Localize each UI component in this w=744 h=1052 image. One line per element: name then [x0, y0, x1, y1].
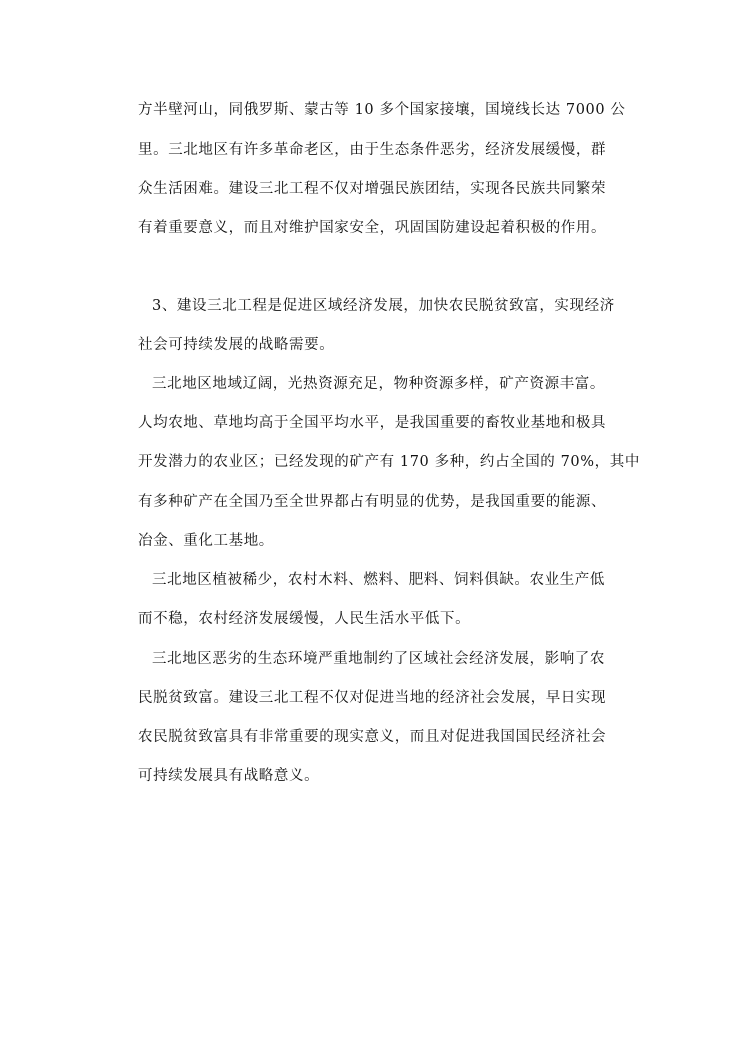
paragraph-3-line-3: 开发潜力的农业区；已经发现的矿产有 170 多种，约占全国的 70%，其中 [138, 454, 640, 470]
paragraph-2-line-1: 3、建设三北工程是促进区域经济发展，加快农民脱贫致富，实现经济 [152, 298, 615, 314]
paragraph-5-line-1: 三北地区恶劣的生态环境严重地制约了区域社会经济发展，影响了农 [152, 651, 605, 667]
paragraph-5-line-3: 农民脱贫致富具有非常重要的现实意义，而且对促进我国国民经济社会 [138, 729, 607, 745]
paragraph-1-line-3: 众生活困难。建设三北工程不仅对增强民族团结，实现各民族共同繁荣 [138, 181, 607, 197]
paragraph-1-line-1: 方半壁河山，同俄罗斯、蒙古等 10 多个国家接壤，国境线长达 7000 公 [138, 102, 626, 118]
paragraph-3-line-1: 三北地区地域辽阔，光热资源充足，物种资源多样，矿产资源丰富。 [152, 376, 605, 392]
paragraph-3-line-2: 人均农地、草地均高于全国平均水平，是我国重要的畜牧业基地和极具 [138, 415, 607, 431]
paragraph-3-line-4: 有多种矿产在全国乃至全世界都占有明显的优势，是我国重要的能源、 [138, 494, 607, 510]
paragraph-1-line-4: 有着重要意义，而且对维护国家安全，巩固国防建设起着积极的作用。 [138, 220, 607, 236]
paragraph-1-line-2: 里。三北地区有许多革命老区，由于生态条件恶劣，经济发展缓慢，群 [138, 142, 607, 158]
paragraph-4-line-2: 而不稳，农村经济发展缓慢，人民生活水平低下。 [138, 611, 471, 627]
paragraph-5-line-4: 可持续发展具有战略意义。 [138, 768, 320, 784]
paragraph-4-line-1: 三北地区植被稀少，农村木料、燃料、肥料、饲料俱缺。农业生产低 [152, 572, 605, 588]
paragraph-3-line-5: 冶金、重化工基地。 [138, 533, 274, 549]
paragraph-2-line-2: 社会可持续发展的战略需要。 [138, 337, 335, 353]
paragraph-5-line-2: 民脱贫致富。建设三北工程不仅对促进当地的经济社会发展，早日实现 [138, 690, 607, 706]
